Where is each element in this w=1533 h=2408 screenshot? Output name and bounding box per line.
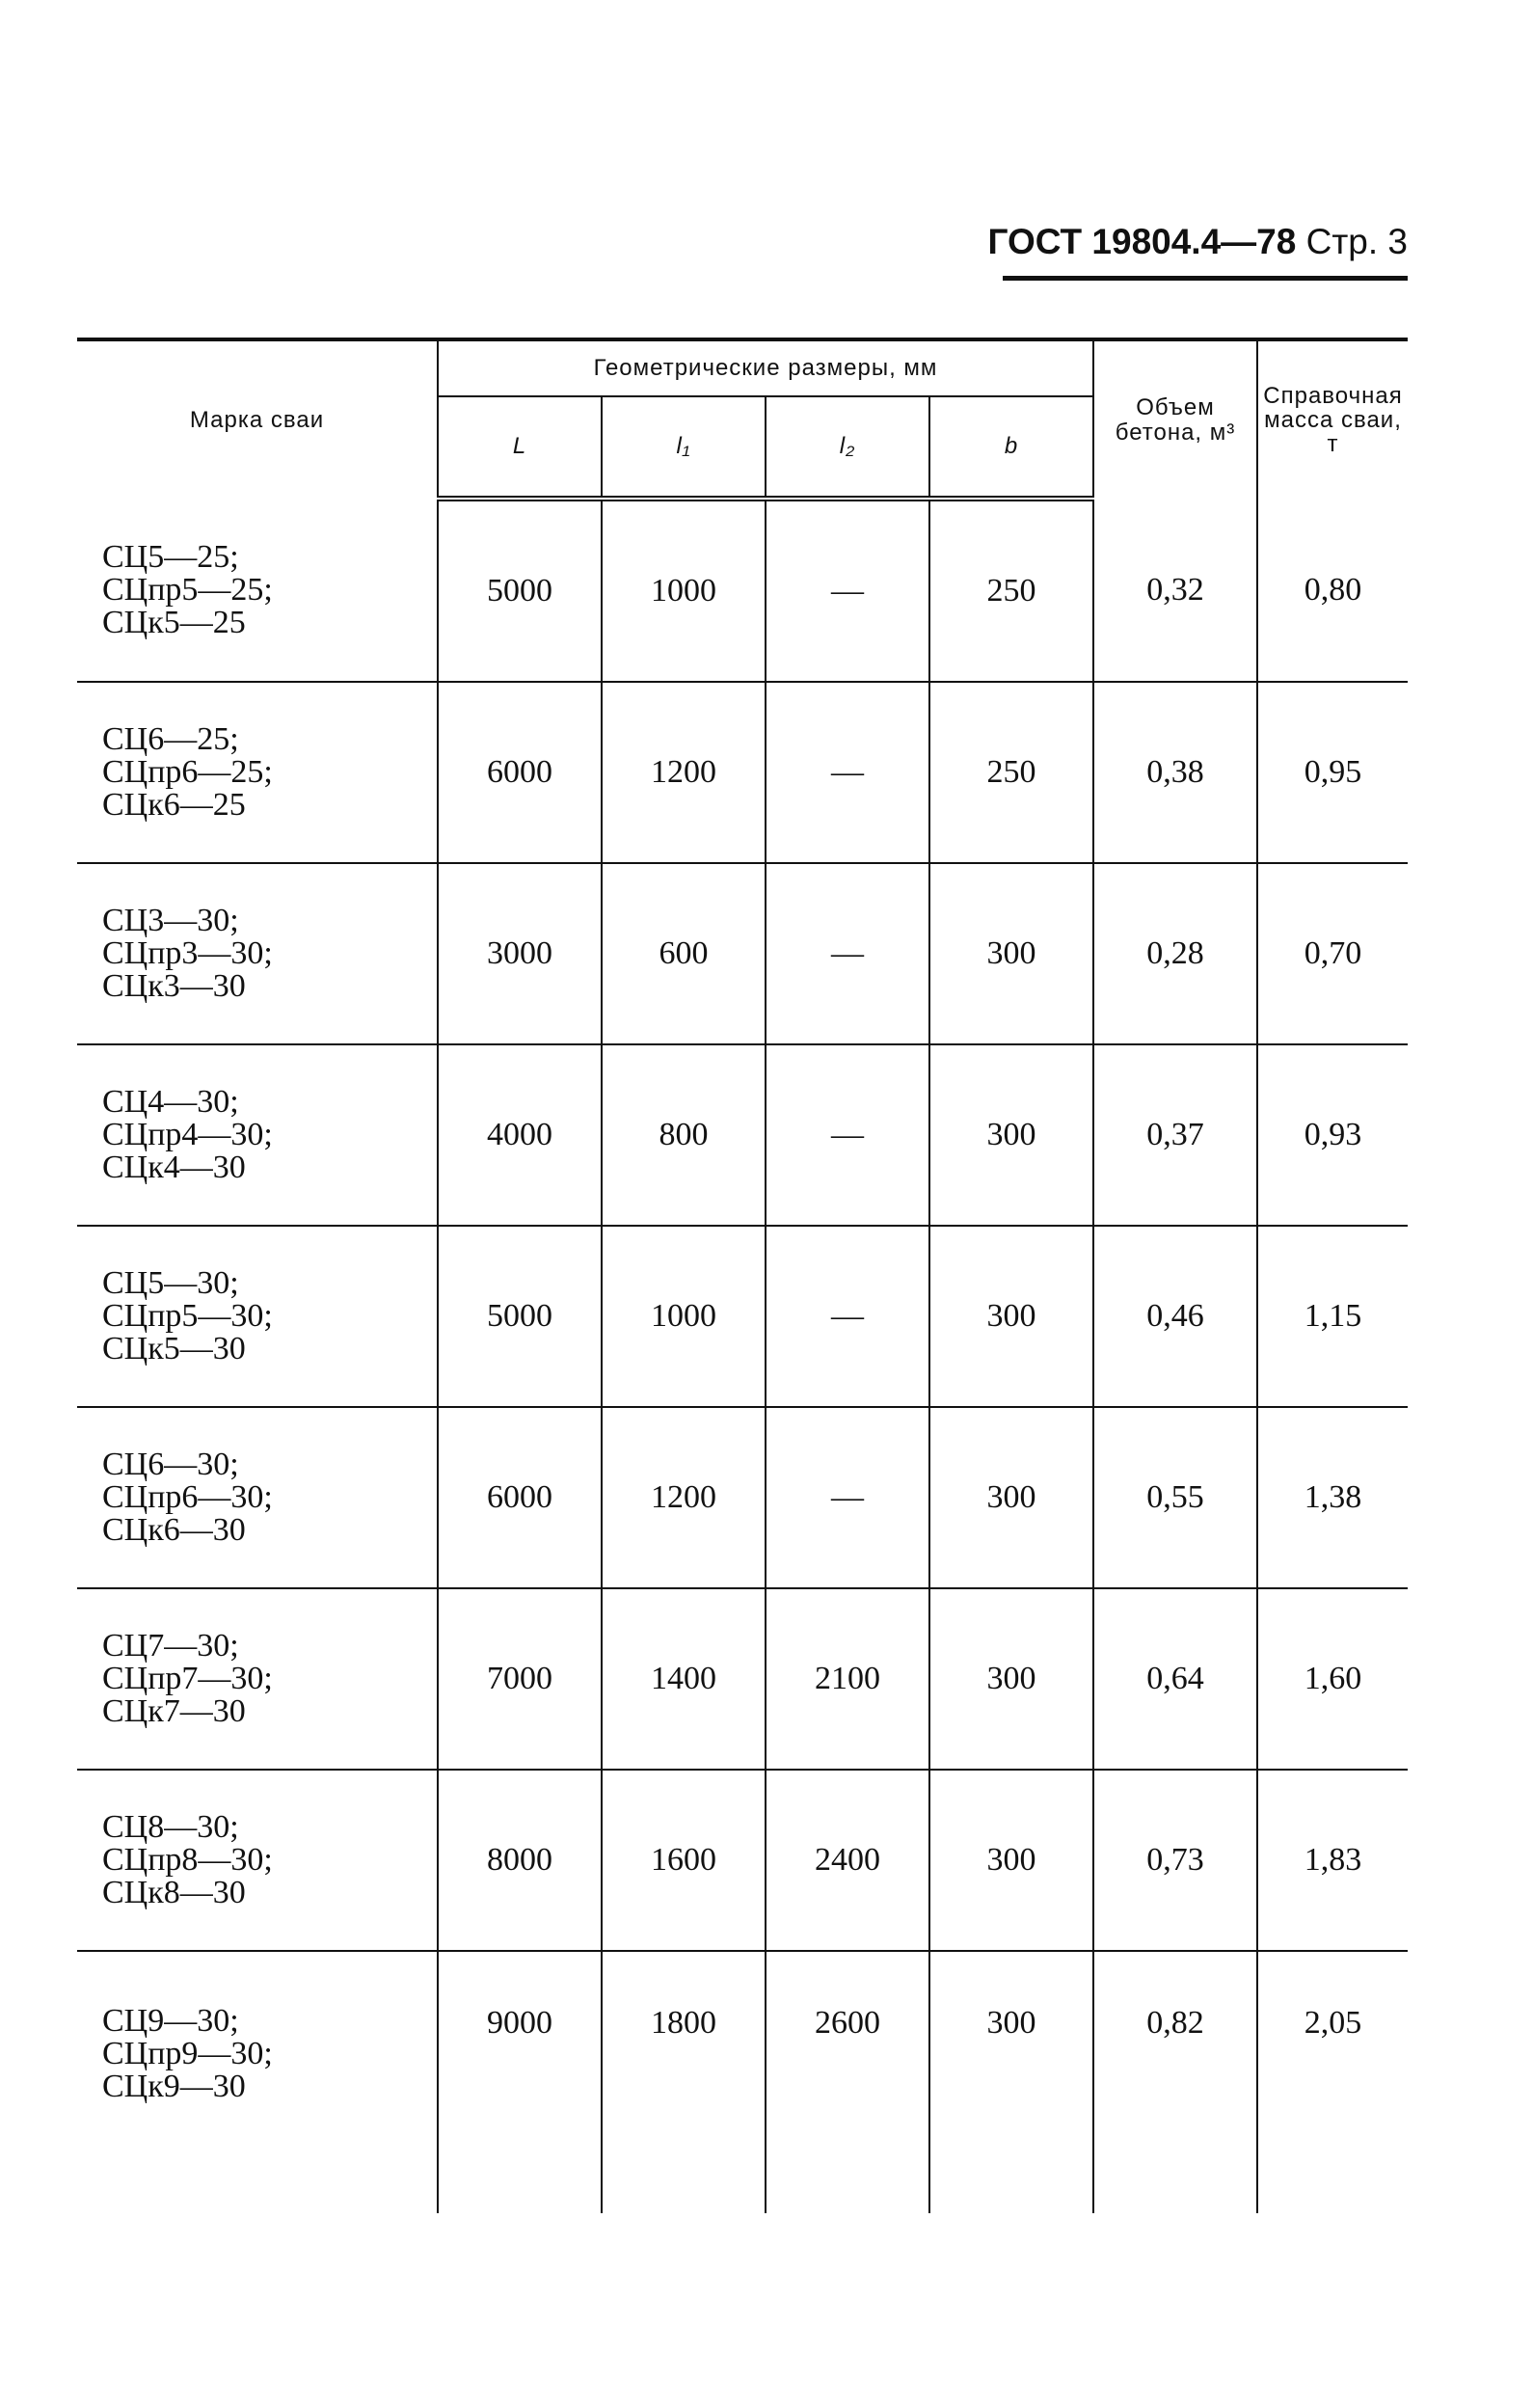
cell-b: 300	[929, 1226, 1093, 1407]
table-head	[77, 339, 1408, 499]
cell-volume: 0,32	[1093, 499, 1257, 682]
cell-mark	[77, 1407, 438, 1588]
cell-l2: 2100	[766, 1588, 929, 1770]
table-row	[77, 499, 1408, 682]
cell-l2: —	[766, 1226, 929, 1407]
table-body	[77, 499, 1408, 2213]
cell-l1: 1600	[602, 1770, 766, 1951]
cell-l2: —	[766, 1044, 929, 1226]
table-row	[77, 1226, 1408, 1407]
cell-L: 9000	[438, 1951, 602, 2213]
table-row	[77, 1044, 1408, 1226]
page-number: Стр. 3	[1305, 222, 1408, 261]
table-row	[77, 1951, 1408, 2213]
col-header-b: b	[929, 396, 1093, 499]
cell-l1: 1800	[602, 1951, 766, 2213]
cell-L: 5000	[438, 1226, 602, 1407]
pile-mark: СЦ3—30;	[102, 903, 239, 938]
cell-l1: 1000	[602, 1226, 766, 1407]
col-group-geometry: Геометрические размеры, мм	[438, 339, 1093, 396]
pile-mark: СЦк4—30	[102, 1150, 246, 1185]
pile-mark: СЦк5—30	[102, 1331, 246, 1366]
cell-l1: 1200	[602, 682, 766, 863]
pile-mark: СЦ8—30;	[102, 1809, 239, 1845]
cell-L: 6000	[438, 682, 602, 863]
table-row	[77, 1770, 1408, 1951]
cell-mark	[77, 682, 438, 863]
cell-mark	[77, 1951, 438, 2213]
cell-volume: 0,64	[1093, 1588, 1257, 1770]
cell-volume: 0,73	[1093, 1770, 1257, 1951]
cell-volume: 0,38	[1093, 682, 1257, 863]
cell-mass: 0,93	[1257, 1044, 1408, 1226]
cell-L: 3000	[438, 863, 602, 1044]
pile-mark: СЦ5—25;	[102, 538, 239, 575]
cell-b: 300	[929, 1588, 1093, 1770]
pile-mark: СЦпр3—30;	[102, 935, 273, 971]
pile-mark: СЦпр6—25;	[102, 754, 273, 790]
cell-mass: 1,38	[1257, 1407, 1408, 1588]
pile-spec-table	[77, 338, 1408, 2213]
pile-mark: СЦк6—30	[102, 1512, 246, 1548]
cell-l2: —	[766, 1407, 929, 1588]
cell-l2: 2400	[766, 1770, 929, 1951]
col-header-l1: l₁	[602, 396, 766, 499]
cell-l2: 2600	[766, 1951, 929, 2213]
pile-mark: СЦк6—25	[102, 787, 246, 823]
cell-b: 300	[929, 863, 1093, 1044]
pile-mark: СЦк3—30	[102, 968, 246, 1004]
cell-b: 300	[929, 1770, 1093, 1951]
cell-l1: 1200	[602, 1407, 766, 1588]
cell-mark	[77, 1044, 438, 1226]
cell-L: 6000	[438, 1407, 602, 1588]
pile-mark: СЦ6—30;	[102, 1447, 239, 1482]
pile-mark: СЦ9—30;	[102, 2003, 239, 2039]
cell-volume: 0,37	[1093, 1044, 1257, 1226]
cell-volume: 0,55	[1093, 1407, 1257, 1588]
table-row	[77, 1588, 1408, 1770]
cell-b: 300	[929, 1407, 1093, 1588]
table-row	[77, 1407, 1408, 1588]
col-header-L: L	[438, 396, 602, 499]
cell-volume: 0,28	[1093, 863, 1257, 1044]
cell-L: 4000	[438, 1044, 602, 1226]
table-row	[77, 863, 1408, 1044]
cell-mark	[77, 863, 438, 1044]
cell-l2: —	[766, 863, 929, 1044]
header-rule	[1003, 276, 1408, 281]
cell-L: 5000	[438, 499, 602, 682]
cell-mass: 0,80	[1257, 499, 1408, 682]
cell-mark	[77, 1226, 438, 1407]
cell-volume: 0,46	[1093, 1226, 1257, 1407]
pile-mark: СЦ4—30;	[102, 1084, 239, 1120]
col-header-mass: Справочная масса сваи, т	[1257, 339, 1408, 499]
cell-b: 300	[929, 1044, 1093, 1226]
cell-L: 7000	[438, 1588, 602, 1770]
col-header-l2: l₂	[766, 396, 929, 499]
cell-b: 300	[929, 1951, 1093, 2213]
pile-mark: СЦпр9—30;	[102, 2036, 273, 2071]
cell-l2: —	[766, 682, 929, 863]
pile-mark: СЦпр4—30;	[102, 1117, 273, 1152]
pile-mark: СЦпр5—25;	[102, 571, 273, 608]
cell-mass: 1,60	[1257, 1588, 1408, 1770]
table-row	[77, 682, 1408, 863]
pile-mark: СЦк7—30	[102, 1693, 246, 1729]
pile-mark: СЦпр7—30;	[102, 1661, 273, 1696]
col-header-mark: Марка сваи	[77, 339, 438, 499]
cell-mark	[77, 1588, 438, 1770]
cell-volume: 0,82	[1093, 1951, 1257, 2213]
page-header	[987, 222, 1408, 262]
cell-l1: 1000	[602, 499, 766, 682]
cell-l1: 600	[602, 863, 766, 1044]
cell-b: 250	[929, 682, 1093, 863]
pile-mark: СЦпр5—30;	[102, 1298, 273, 1334]
pile-mark: СЦ7—30;	[102, 1628, 239, 1664]
pile-mark: СЦпр8—30;	[102, 1842, 273, 1878]
cell-L: 8000	[438, 1770, 602, 1951]
cell-mass: 0,95	[1257, 682, 1408, 863]
standard-number: ГОСТ 19804.4—78	[987, 222, 1297, 261]
pile-mark: СЦ5—30;	[102, 1265, 239, 1301]
cell-l1: 1400	[602, 1588, 766, 1770]
pile-mark: СЦк5—25	[102, 604, 246, 640]
cell-mass: 1,83	[1257, 1770, 1408, 1951]
cell-l1: 800	[602, 1044, 766, 1226]
cell-mark	[77, 1770, 438, 1951]
cell-mark	[77, 499, 438, 682]
cell-b: 250	[929, 499, 1093, 682]
cell-mass: 1,15	[1257, 1226, 1408, 1407]
cell-l2: —	[766, 499, 929, 682]
cell-mass: 0,70	[1257, 863, 1408, 1044]
col-header-volume: Объем бетона, м³	[1093, 339, 1257, 499]
pile-mark: СЦ6—25;	[102, 721, 239, 757]
pile-mark: СЦк8—30	[102, 1875, 246, 1910]
pile-mark: СЦк9—30	[102, 2069, 246, 2104]
cell-mass: 2,05	[1257, 1951, 1408, 2213]
pile-mark: СЦпр6—30;	[102, 1479, 273, 1515]
